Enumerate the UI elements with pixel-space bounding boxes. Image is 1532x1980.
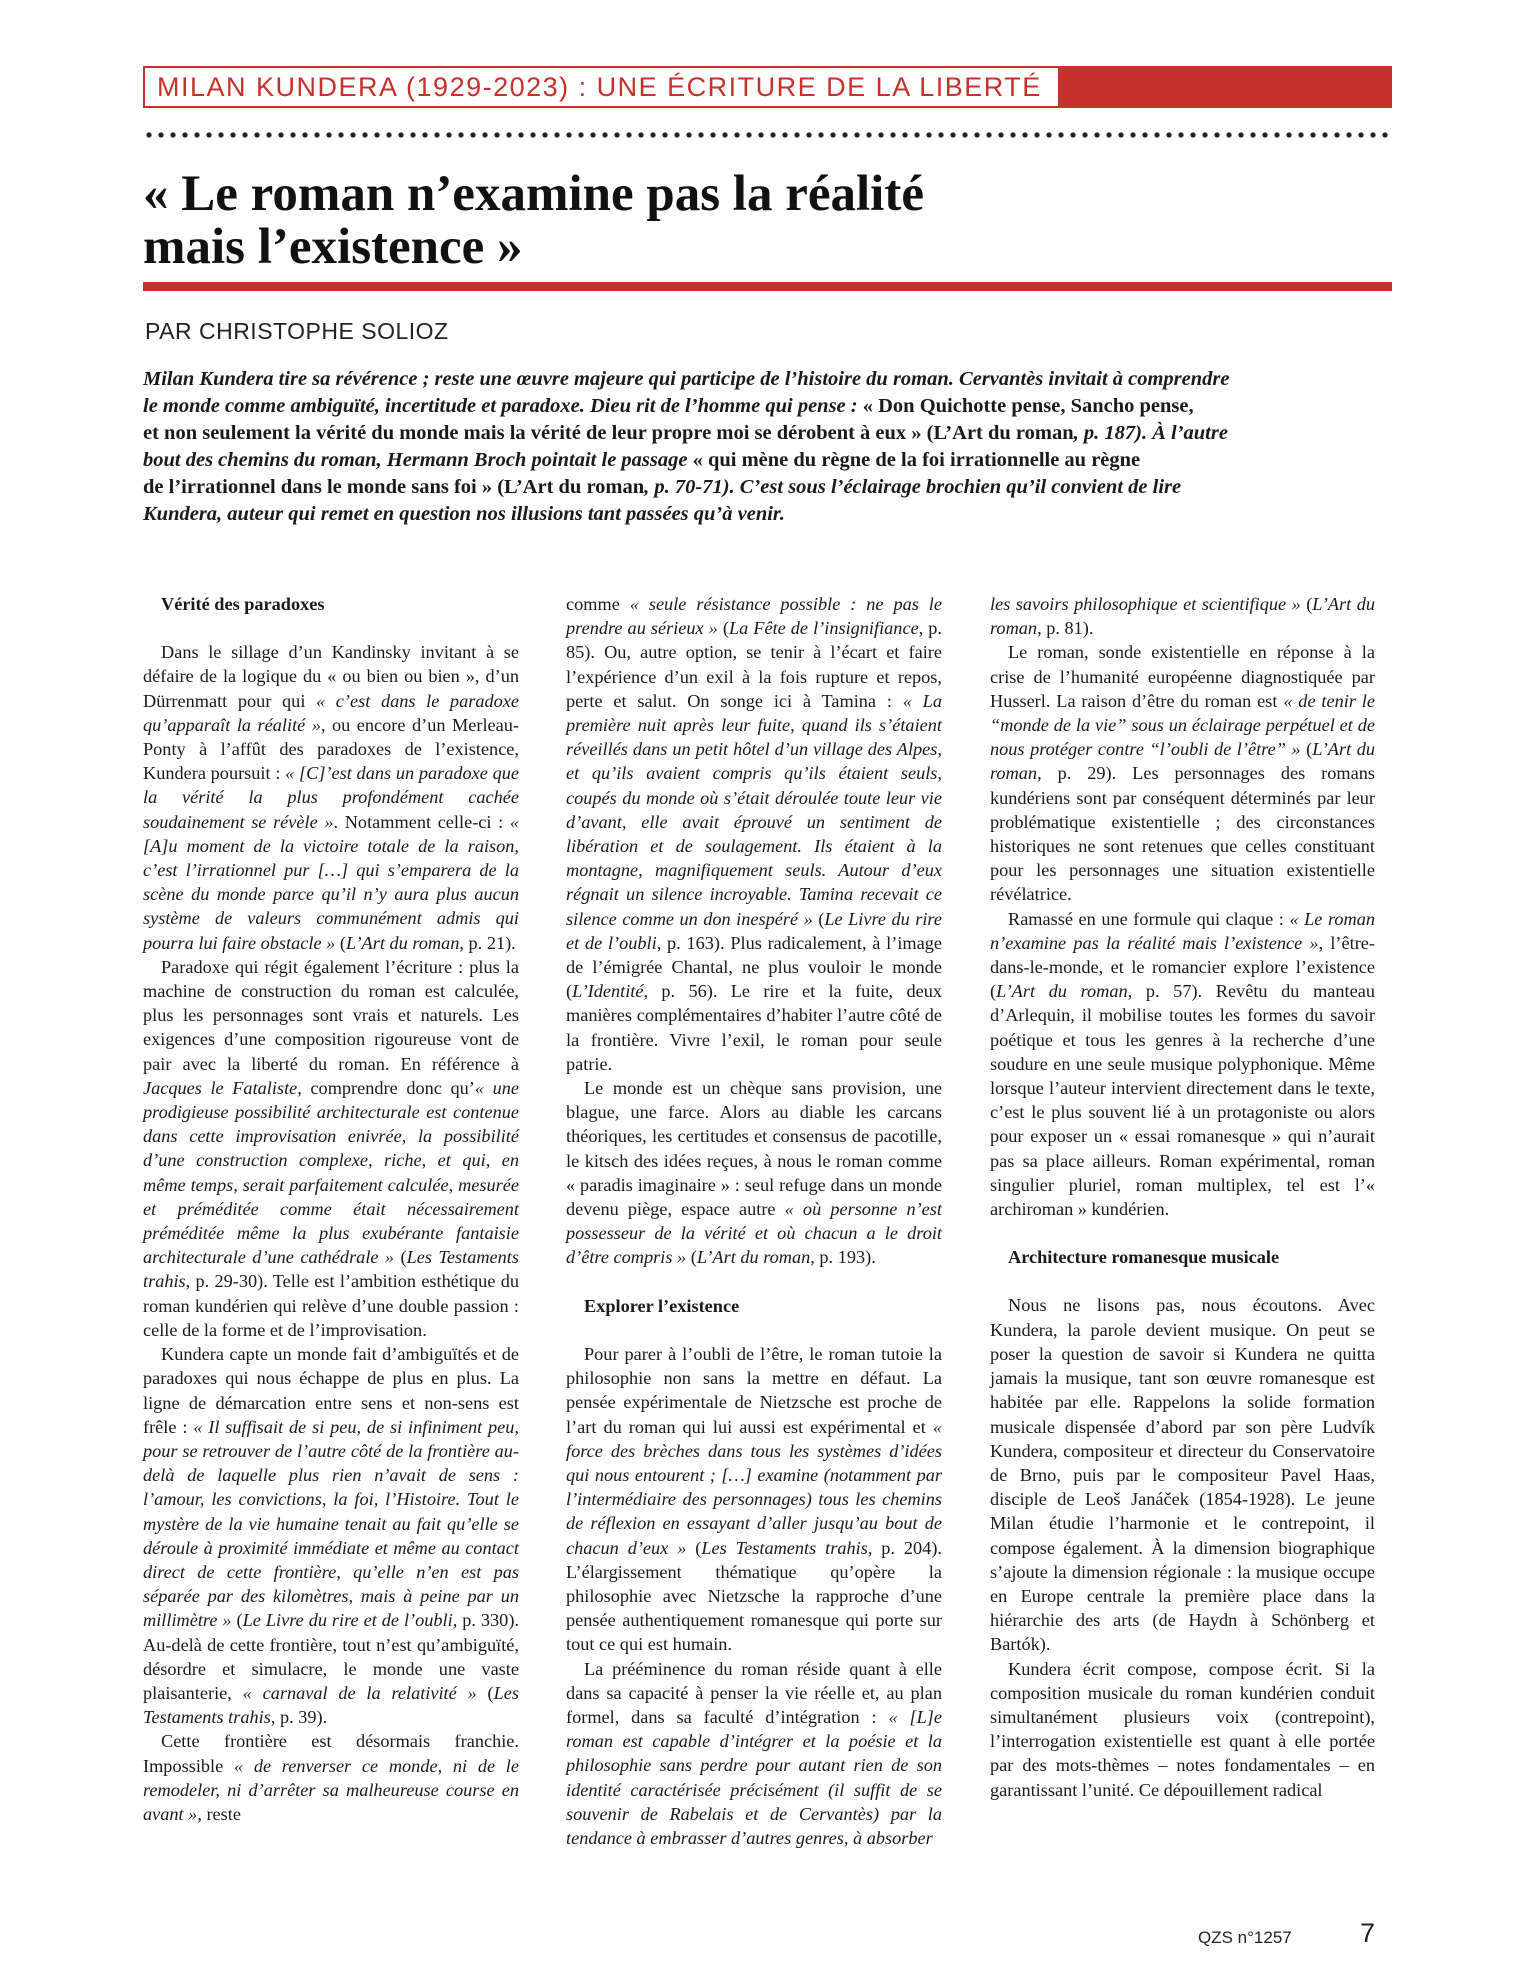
text-run: , ou encore d’un Merleau-Ponty à l’affût des paradoxes de l’existence, Kundera poursuit : (143, 714, 519, 784)
text-run: , p. 29). Les personnages des romans kundériens sont par conséquent déterminés par leur problématique existentielle ; des circonstances historiques ne sont retenues que celles constituant pour les personnages une situation existentielle révélatrice. (990, 763, 1375, 905)
body-paragraph (566, 592, 942, 1076)
body-paragraph (990, 592, 1375, 640)
text-run: , p. 57). Revêtu du manteau d’Arlequin, il mobilise toutes les formes du savoir poétique et tous les genres à la recherche d’une soudure en une seule musique polyphonique. Même lorsque l’auteur intervient directement dans le texte, c’est le plus souvent lié à un protagoniste ou alors pour exposer un « essai romanesque » qui n’aurait pas sa place ailleurs. Roman expérimental, roman singulier pluriel, roman multiplex, tel est l’« archiroman » kundérien. (990, 981, 1375, 1220)
text-run: Ramassé en une formule qui claque : (1008, 908, 1290, 929)
text-run: bout des chemins du roman, Hermann Broch pointait le passage (143, 449, 693, 471)
body-paragraph (566, 1342, 942, 1657)
italic-run: « c’est dans le paradoxe qu’apparaît la réalité » (143, 690, 519, 735)
text-run: , p. 187). À l’autre (1073, 422, 1228, 444)
italic-run: « de renverser ce monde, ni de le remodeler, ni d’arrêter sa malheureuse course en avant » (143, 1755, 519, 1824)
text-run: Kundera, auteur qui remet en question nos illusions tant passées qu’à venir. (143, 503, 785, 525)
text-run: Kundera écrit compose, compose écrit. Si la composition musicale du roman kundérien conduit simultanément plusieurs voix (contrepoint), l’interrogation existentielle est quant à elle portée par des mots-thèmes – notes fondamentales – en garantissant l’unité. Ce dépouillement radical (990, 1658, 1375, 1800)
italic-run: « La première nuit après leur fuite, quand ils s’étaient réveillés dans un petit hôtel d’un village des Alpes, et qu’ils avaient compris qu’ils étaient seuls, coupés du monde où s’était déroulée toute leur vie d’avant, elle avait éprouvé un sentiment de libération et de soulagement. Ils étaient à la montagne, magnifiquement seuls. Autour d’eux régnait un silence incroyable. Tamina recevait ce silence comme un don inespéré » (566, 690, 942, 929)
quote-run: L’Art du roman (504, 476, 645, 498)
text-run: ( (717, 618, 729, 639)
italic-run: « Le roman n’examine pas la réalité mais l’existence » (990, 908, 1376, 953)
text-run: , p. 81). (1037, 618, 1094, 639)
text-run: comme (566, 594, 630, 614)
text-run: le monde comme ambiguïté, incertitude et paradoxe. Dieu rit de l’homme qui pense : (143, 395, 863, 417)
section-banner (143, 66, 1392, 108)
italic-run: Les Testaments trahis (701, 1537, 868, 1558)
text-run: , comprendre donc qu’ (297, 1077, 475, 1098)
italic-run: L’Art du roman (345, 932, 460, 953)
lead-paragraph (143, 366, 1392, 528)
section-title: MILAN KUNDERA (1929-2023) : UNE ÉCRITURE DE LA LIBERTÉ (157, 71, 1042, 102)
text-run: Cette frontière est désormais franchie. Impossible (143, 1731, 519, 1776)
italic-run: Le Livre du rire et de l’oubli (242, 1610, 453, 1631)
body-paragraph (990, 907, 1375, 1222)
dotted-separator (143, 132, 1392, 138)
body-paragraph (143, 955, 519, 1342)
italic-run: Jacques le Fataliste (143, 1077, 298, 1098)
italic-run: « force des brèches dans tous les systèmes d’idées qui nous entourent ; […] examine (notamment par l’intermédiaire des personnages) tous les chemins de réflexion en essayant d’aller jusqu’au bout de chacun d’eux » (566, 1416, 942, 1558)
text-column-3 (990, 592, 1375, 1802)
section-heading: Architecture romanesque musicale (1008, 1247, 1280, 1268)
text-run: , p. 21). (459, 932, 516, 953)
text-run: Milan Kundera tire sa révérence ; reste une œuvre majeure qui participe de l’histoire du roman. Cervantès invitait à comprendre (143, 368, 1230, 390)
page-number: 7 (1360, 1918, 1376, 1948)
text-run: . Notamment celle-ci : (333, 811, 510, 832)
italic-run: « Il suffisait de si peu, de si infiniment peu, pour se retrouver de l’autre côté de la frontière au-delà de laquelle plus rien n’avait de sens : l’amour, les convictions, la foi, l’Histoire. Tout le mystère de la vie humaine tenait au fait qu’elle se déroule à proximité immédiate et même au contact direct de cette frontière, qu’elle n’en est pas séparée par des kilomètres, mais à peine par un millimètre » (143, 1416, 519, 1631)
text-column-2 (566, 592, 942, 1850)
body-paragraph (143, 640, 519, 955)
text-run: , p. 56). Le rire et la fuite, deux manières complémentaires d’habiter l’autre côté de la frontière. Vivre l’exil, le roman pour seule patrie. (566, 981, 942, 1074)
italic-run: « carnaval de la relativité » (242, 1682, 477, 1703)
italic-run: Les Testaments trahis (143, 1682, 519, 1728)
body-paragraph (143, 1342, 519, 1729)
italic-run: L’Art du roman (996, 981, 1128, 1002)
lead-line (143, 474, 1392, 501)
text-run: Le monde est un chèque sans provision, une blague, une farce. Alors au diable les carcans théoriques, les certitudes et consensus de pacotille, le kitsch des idées reçues, à nous le roman comme « paradis imaginaire » : seul refuge dans un monde devenu piège, espace autre (566, 1078, 942, 1220)
italic-run: La Fête de l’insignifiance (728, 618, 919, 639)
text-run: ( (476, 1682, 494, 1703)
section-heading: Vérité des paradoxes (161, 594, 325, 614)
text-run: Dans le sillage d’un Kandinsky invitant à se défaire de la logique du « ou bien ou bien », d’un Dürrenmatt pour qui (143, 642, 519, 711)
italic-run: « [A]u moment de la victoire totale de la raison, c’est l’irrationnel pur […] qui s’emparera de la scène du monde parce qu’il n’y aura plus aucun système de valeurs communément admis qui pourra lui faire obstacle » (143, 811, 519, 953)
body-paragraph (566, 1657, 942, 1851)
text-run: Nous ne lisons pas, nous écoutons. Avec Kundera, la parole devient musique. On peut se poser la question de savoir si Kundera ne quitta jamais la musique, tant son œuvre romanesque est habitée par elle. Rappelons la solide formation musicale dispensée d’abord par son père Ludvík Kundera, compositeur et directeur du Conservatoire de Brno, puis par le compositeur Pavel Haas, disciple de Leoš Janáček (1854-1928). Le jeune Milan étudie l’harmonie et le contrepoint, il compose également. À la dimension biographique s’ajoute la dimension régionale : la musique occupe en Europe centrale la première place dans la hiérarchie des arts (de Haydn à Schönberg et Bartók). (990, 1295, 1375, 1655)
italic-run: les savoirs philosophique et scientifique » (990, 594, 1301, 614)
body-paragraph (990, 640, 1375, 906)
text-run: ( (231, 1610, 243, 1631)
quote-run: « Don Quichotte pense, Sancho pense, (862, 395, 1194, 417)
body-paragraph (990, 1657, 1375, 1802)
text-run: Paradoxe qui régit également l’écriture : plus la machine de construction du roman est calculée, plus les personnages sont vrais et naturels. Les exigences d’une composition rigoureuse vont de pair avec la liberté du roman. En référence à (143, 956, 519, 1074)
text-run: , p. 85). Ou, autre option, se tenir à l’écart et faire l’expérience d’un exil à la fois rupture et repos, perte et salut. On songe ici à Tamina : (566, 618, 942, 711)
byline: PAR CHRISTOPHE SOLIOZ (145, 318, 449, 344)
text-column-1 (143, 592, 519, 1826)
lead-line (143, 447, 1392, 474)
body-paragraph (143, 1729, 519, 1826)
italic-run: « [C]’est dans un paradoxe que la vérité la plus profondément cachée soudainement se révèle » (143, 763, 519, 832)
body-paragraph (566, 1076, 942, 1270)
text-run: , reste (197, 1803, 241, 1824)
article-title-line: « Le roman n’examine pas la réalité (143, 166, 924, 222)
lead-line (143, 501, 1392, 528)
italic-run: « une prodigieuse possibilité architecturale est contenue dans cette improvisation enivrée, la possibilité d’une construction complexe, riche, et qui, en même temps, serait parfaitement calculée, mesurée et préméditée comme était nécessairement préméditée même la plus exubérante fantaisie architecturale d’une cathédrale » (143, 1077, 519, 1268)
quote-run: et non seulement la vérité du monde mais la vérité de leur propre moi se dérobent à eux » ( (143, 422, 934, 444)
italic-run: L’Art du roman (696, 1247, 811, 1268)
text-run: ( (812, 908, 825, 929)
text-run: , p. 193). (810, 1247, 876, 1268)
text-run: ( (335, 932, 346, 953)
lead-line (143, 393, 1392, 420)
magazine-issue: QZS n°1257 (1198, 1928, 1292, 1947)
title-underline-rule (143, 282, 1392, 291)
quote-run: L’Art du roman (933, 422, 1074, 444)
italic-run: « de tenir le “monde de la vie” sous un éclairage perpétuel et de nous protéger contre “l’oubli de l’être” » (990, 690, 1376, 760)
text-run: ( (1300, 739, 1313, 760)
text-run: , p. 39). (270, 1707, 328, 1728)
lead-line (143, 366, 1392, 393)
article-title (143, 168, 1392, 274)
italic-run: L’Identité (572, 981, 644, 1002)
text-run: ( (686, 1247, 697, 1268)
text-run: , p. 330). Au-delà de cette frontière, tout n’est qu’ambiguïté, désordre et simulacre, le monde une vaste plaisanterie, (143, 1610, 519, 1703)
text-run: , p. 29-30). Telle est l’ambition esthétique du roman kundérien qui relève d’une double passion : celle de la forme et de l’improvisation. (143, 1271, 519, 1340)
text-run: ( (686, 1537, 702, 1558)
text-run: Kundera capte un monde fait d’ambiguïtés et de paradoxes qui nous échappe de plus en plus. La ligne de démarcation entre sens et non-sens est frêle : (143, 1344, 519, 1437)
quote-run: « qui mène du règne de la foi irrationnelle au règne (692, 449, 1141, 471)
section-heading: Explorer l’existence (584, 1295, 740, 1316)
quote-run: de l’irrationnel dans le monde sans foi » ( (143, 476, 505, 498)
italic-run: « seule résistance possible : ne pas le prendre au sérieux » (566, 594, 942, 639)
text-run: Pour parer à l’oubli de l’être, le roman tutoie la philosophie non sans la mettre en défaut. La pensée expérimentale de Nietzsche est proche de l’art du roman qui lui aussi est expérimental et (566, 1343, 942, 1437)
text-run: , p. 70-71). C’est sous l’éclairage brochien qu’il convient de lire (644, 476, 1182, 498)
italic-run: L’Art du roman (990, 739, 1375, 784)
text-run: ( (1300, 594, 1313, 614)
section-title-box (143, 66, 1060, 108)
lead-line (143, 420, 1392, 447)
italic-run: « [L]e roman est capable d’intégrer et la poésie et la philosophie sans perdre pour autant rien de son identité caractérisée précisément (il suffit de se souvenir de Rabelais et de Cervantès) par la tendance à embrasser d’autres genres, à absorber (566, 1706, 942, 1848)
italic-run: L’Art du roman (990, 594, 1375, 639)
text-run: , p. 163). Plus radicalement, à l’image de l’émigrée Chantal, ne plus vouloir le monde ( (566, 932, 942, 1002)
text-run: , l’être-dans-le-monde, et le romancier explore l’existence ( (990, 932, 1375, 1002)
italic-run: Les Testaments trahis (143, 1247, 519, 1292)
text-run: La prééminence du roman réside quant à elle dans sa capacité à penser la vie réelle et, au plan formel, dans sa faculté d’intégration : (566, 1658, 942, 1727)
text-run: Le roman, sonde existentielle en réponse à la crise de l’humanité européenne diagnostiquée par Husserl. La raison d’être du roman est (990, 642, 1375, 711)
article-title-line: mais l’existence » (143, 219, 523, 275)
text-run: ( (394, 1247, 407, 1268)
body-paragraph (990, 1293, 1375, 1656)
italic-run: « où personne n’est possesseur de la vérité et où chacun a le droit d’être compris » (566, 1199, 942, 1268)
text-run: , p. 204). L’élargissement thématique qu’opère la philosophie avec Nietzsche la rapproche d’une pensée authentiquement romanesque qui porte sur tout ce qui est humain. (566, 1537, 942, 1655)
italic-run: Le Livre du rire et de l’oubli (566, 908, 942, 953)
